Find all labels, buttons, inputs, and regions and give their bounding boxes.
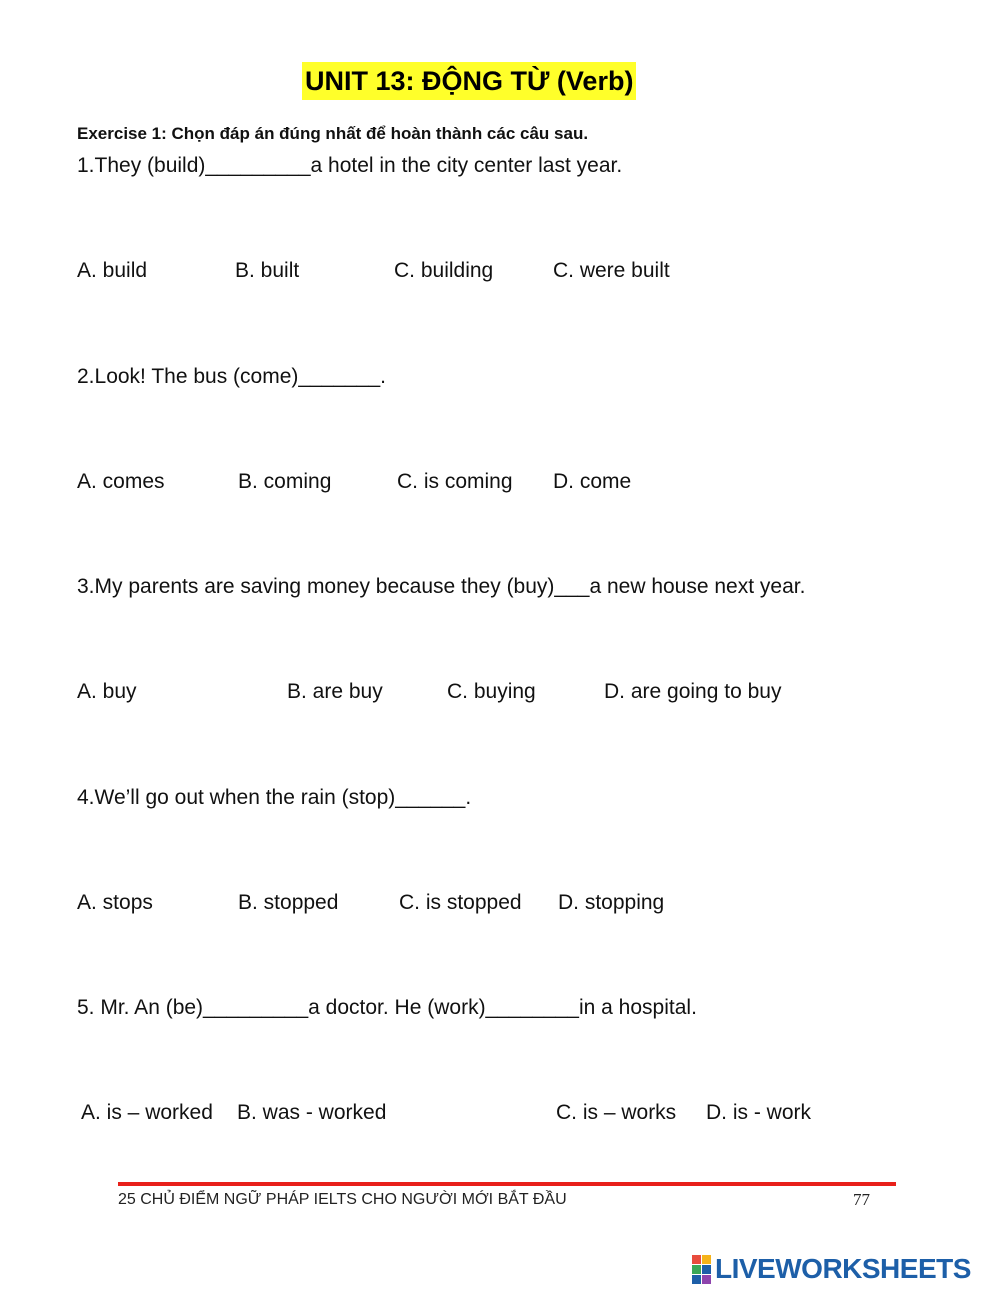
q4-option-c[interactable]: C. is stopped: [399, 891, 522, 914]
footer-rule: [118, 1182, 896, 1186]
q3-option-c[interactable]: C. buying: [447, 680, 536, 703]
exercise-instruction: Exercise 1: Chọn đáp án đúng nhất để hoàn thành các câu sau.: [77, 124, 589, 143]
q1-option-c[interactable]: C. building: [394, 259, 494, 282]
q3-option-b[interactable]: B. are buy: [287, 680, 383, 703]
question-3: 3.My parents are saving money because they (buy)___a new house next year.: [77, 575, 806, 598]
q1-option-d[interactable]: C. were built: [553, 259, 670, 282]
q2-option-c[interactable]: C. is coming: [397, 470, 513, 493]
question-1: 1.They (build)_________a hotel in the city center last year.: [77, 154, 623, 177]
q5-option-a[interactable]: A. is – worked: [81, 1101, 213, 1124]
page-number: 77: [853, 1190, 870, 1209]
page-title: UNIT 13: ĐỘNG TỪ (Verb): [302, 62, 636, 100]
question-2: 2.Look! The bus (come)_______.: [77, 365, 386, 388]
footer-book-title: 25 CHỦ ĐIỂM NGỮ PHÁP IELTS CHO NGƯỜI MỚI BẮT ĐẦU: [118, 1191, 567, 1208]
q2-option-a[interactable]: A. comes: [77, 470, 165, 493]
question-4: 4.We’ll go out when the rain (stop)______.: [77, 786, 472, 809]
q3-option-a[interactable]: A. buy: [77, 680, 137, 703]
liveworksheets-logo-icon: [692, 1255, 711, 1284]
q5-option-d[interactable]: D. is - work: [706, 1101, 811, 1124]
q2-option-b[interactable]: B. coming: [238, 470, 332, 493]
q1-option-a[interactable]: A. build: [77, 259, 148, 282]
question-5: 5. Mr. An (be)_________a doctor. He (work)________in a hospital.: [77, 996, 697, 1019]
q3-option-d[interactable]: D. are going to buy: [604, 680, 782, 703]
q4-option-a[interactable]: A. stops: [77, 891, 153, 914]
q1-option-b[interactable]: B. built: [235, 259, 300, 282]
q5-option-b[interactable]: B. was - worked: [237, 1101, 387, 1124]
q5-option-c[interactable]: C. is – works: [556, 1101, 677, 1124]
liveworksheets-logo-text: LIVEWORKSHEETS: [715, 1253, 971, 1284]
liveworksheets-logo[interactable]: [692, 1252, 971, 1286]
q4-option-b[interactable]: B. stopped: [238, 891, 339, 914]
q2-option-d[interactable]: D. come: [553, 470, 632, 493]
q4-option-d[interactable]: D. stopping: [558, 891, 665, 914]
